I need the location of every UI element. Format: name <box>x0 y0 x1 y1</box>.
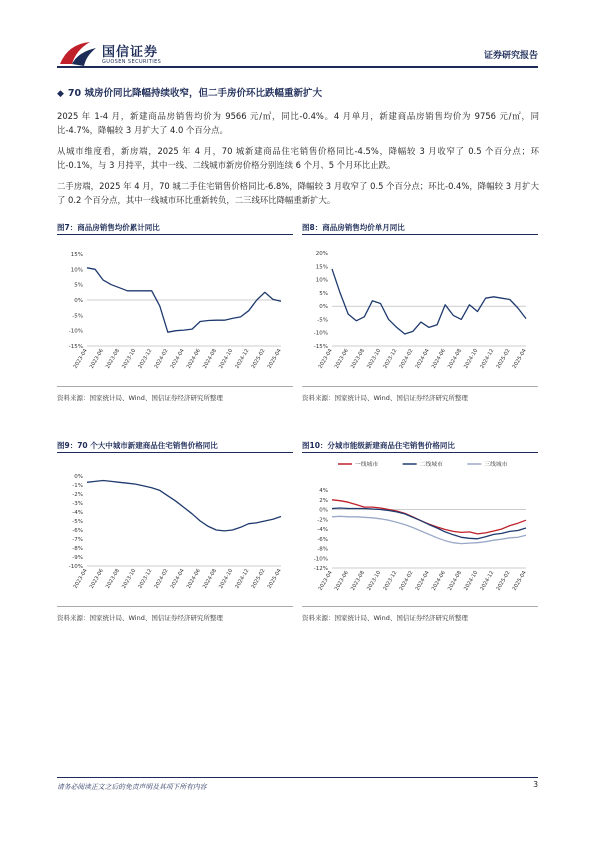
figure-9-bottom-rule <box>57 606 293 607</box>
paragraph-1: 2025 年 1-4 月，新建商品房销售均价为 9566 元/㎡，同比-0.4%。4 月单月，新建商品房销售均价为 9756 元/㎡，同比-4.7%，降幅较 3 月扩大了 4.0 个百分点。 <box>57 111 539 135</box>
y-tick-label: -5% <box>317 317 328 324</box>
x-tick-label: 2025-02 <box>250 348 267 370</box>
y-tick-label: -8% <box>72 546 83 552</box>
x-tick-label: 2023-06 <box>88 348 105 370</box>
x-tick-label: 2023-10 <box>121 348 138 370</box>
header-divider <box>57 66 538 68</box>
x-tick-label: 2024-12 <box>479 570 496 592</box>
x-tick-label: 2024-08 <box>202 568 219 590</box>
diamond-bullet-icon: ◆ <box>57 89 64 99</box>
x-tick-label: 2024-10 <box>463 348 480 370</box>
x-tick-label: 2023-04 <box>317 348 334 370</box>
figure-8-source: 资料来源：国家统计局、Wind、国信证券经济研究所整理 <box>302 394 468 402</box>
y-tick-label: -15% <box>68 344 83 350</box>
figure-7-chart <box>57 238 293 383</box>
legend-label: 二线城市 <box>419 462 443 468</box>
y-tick-label: -6% <box>72 528 83 534</box>
x-tick-label: 2023-06 <box>333 348 350 370</box>
x-tick-label: 2025-02 <box>250 568 267 590</box>
figure-7-rule <box>57 234 293 235</box>
footer-disclaimer: 请务必阅读正文之后的免责声明及其项下所有内容 <box>57 783 207 791</box>
y-tick-label: 20% <box>315 251 328 257</box>
y-tick-label: -12% <box>313 566 328 572</box>
y-tick-label: -1% <box>72 483 83 489</box>
x-tick-label: 2023-06 <box>333 570 350 592</box>
y-tick-label: -9% <box>72 555 83 561</box>
figure-10-source: 资料来源：国家统计局、Wind、国信证券经济研究所整理 <box>302 614 468 622</box>
guosen-logo-icon <box>58 40 98 68</box>
x-tick-label: 2023-12 <box>382 570 399 592</box>
footer-divider <box>57 777 538 778</box>
y-tick-label: 15% <box>315 264 328 271</box>
y-tick-label: 0% <box>74 474 83 480</box>
x-tick-label: 2023-12 <box>137 348 154 370</box>
x-tick-label: 2024-04 <box>169 348 186 370</box>
y-tick-label: -8% <box>317 546 328 553</box>
figure-9-title: 图9：70 个大中城市新建商品住宅销售价格同比 <box>57 441 218 450</box>
figure-7-source: 资料来源：国家统计局、Wind、国信证券经济研究所整理 <box>57 394 223 402</box>
x-tick-label: 2023-06 <box>88 568 105 590</box>
y-tick-label: -2% <box>317 517 328 524</box>
y-tick-label: -5% <box>72 313 83 320</box>
x-tick-label: 2024-06 <box>185 348 202 370</box>
report-type-label: 证券研究报告 <box>483 51 538 61</box>
x-tick-label: 2023-04 <box>317 570 334 592</box>
x-tick-label: 2023-10 <box>366 570 383 592</box>
x-tick-label: 2024-02 <box>153 348 170 370</box>
x-tick-label: 2023-08 <box>350 570 367 592</box>
x-tick-label: 2025-04 <box>266 568 283 590</box>
x-tick-label: 2024-02 <box>398 570 415 592</box>
paragraph-3: 二手房端，2025 年 4 月，70 城二手住宅销售价格同比-6.8%，降幅较 3 月收窄了 0.5 个百分点；环比-0.4%，降幅较 3 月扩大了 0.2 个百分点，其中一线城市环比重新转负，二三线环比降幅重新扩大。 <box>57 181 539 205</box>
y-tick-label: -3% <box>72 501 83 507</box>
y-tick-label: -15% <box>313 344 328 350</box>
paragraph-2: 从城市维度看，新房端，2025 年 4 月，70 城新建商品住宅销售价格同比-4.5%，降幅较 3 月收窄了 0.5 个百分点；环比-0.1%，与 3 月持平，其中一线、二线城市新房价格分别连续 6 个月、5 个月环比止跌。 <box>57 146 539 170</box>
figure-7-title: 图7：商品房销售均价累计同比 <box>57 223 160 232</box>
x-tick-label: 2024-08 <box>447 348 464 370</box>
y-tick-label: 0% <box>319 507 328 514</box>
y-tick-label: -7% <box>72 537 83 543</box>
section-heading <box>57 85 322 99</box>
y-tick-label: -5% <box>72 519 83 525</box>
x-tick-label: 2025-02 <box>495 348 512 370</box>
x-tick-label: 2023-04 <box>72 568 89 590</box>
y-tick-label: -10% <box>313 556 328 563</box>
x-tick-label: 2024-08 <box>447 570 464 592</box>
x-tick-label: 2024-10 <box>218 348 235 370</box>
legend-label: 三线城市 <box>484 462 508 468</box>
y-tick-label: 5% <box>74 282 83 289</box>
x-tick-label: 2023-08 <box>105 568 122 590</box>
x-tick-label: 2023-10 <box>366 348 383 370</box>
y-tick-label: 2% <box>319 497 328 504</box>
y-tick-label: -4% <box>72 510 83 516</box>
y-tick-label: -4% <box>317 527 328 533</box>
logo-english-name: GUOSEN SECURITIES <box>102 59 162 65</box>
x-tick-label: 2023-12 <box>137 568 154 590</box>
x-tick-label: 2023-08 <box>350 348 367 370</box>
series-line-1 <box>87 481 281 531</box>
x-tick-label: 2024-04 <box>414 348 431 370</box>
x-tick-label: 2024-10 <box>218 568 235 590</box>
y-tick-label: -10% <box>68 328 83 335</box>
figure-8-bottom-rule <box>302 386 538 387</box>
x-tick-label: 2023-12 <box>382 348 399 370</box>
figure-10-rule <box>302 452 538 453</box>
figure-8-chart <box>302 238 538 383</box>
y-tick-label: 5% <box>319 290 328 297</box>
page-number: 3 <box>533 780 538 789</box>
x-tick-label: 2025-04 <box>266 348 283 370</box>
x-tick-label: 2024-06 <box>430 348 447 370</box>
figure-10-chart <box>302 456 538 602</box>
section-title: 70 城房价同比降幅持续收窄，但二手房价环比跌幅重新扩大 <box>67 88 322 99</box>
y-tick-label: -6% <box>317 536 328 543</box>
y-tick-label: -10% <box>68 564 83 570</box>
x-tick-label: 2025-04 <box>511 570 528 592</box>
x-tick-label: 2024-08 <box>202 348 219 370</box>
x-tick-label: 2025-02 <box>495 570 512 592</box>
x-tick-label: 2024-10 <box>463 570 480 592</box>
series-line-1 <box>332 269 526 334</box>
logo-chinese-name: 国信证券 <box>102 45 159 60</box>
x-tick-label: 2024-02 <box>398 348 415 370</box>
y-tick-label: 10% <box>70 267 83 274</box>
x-tick-label: 2024-12 <box>234 568 251 590</box>
y-tick-label: 0% <box>74 298 83 304</box>
figure-9-source: 资料来源：国家统计局、Wind、国信证券经济研究所整理 <box>57 614 223 622</box>
y-tick-label: 15% <box>70 252 83 258</box>
x-tick-label: 2024-06 <box>430 570 447 592</box>
x-tick-label: 2024-04 <box>414 570 431 592</box>
figure-10-bottom-rule <box>302 606 538 607</box>
x-tick-label: 2023-08 <box>105 348 122 370</box>
figure-8-rule <box>302 234 538 235</box>
y-tick-label: 10% <box>315 277 328 284</box>
y-tick-label: -10% <box>313 330 328 337</box>
figure-7-bottom-rule <box>57 386 293 387</box>
figure-10-title: 图10：分城市能级新建商品住宅销售价格同比 <box>302 441 455 450</box>
figure-9-chart <box>57 456 293 602</box>
x-tick-label: 2024-06 <box>185 568 202 590</box>
x-tick-label: 2024-12 <box>479 348 496 370</box>
figure-8-title: 图8：商品房销售均价单月同比 <box>302 223 405 232</box>
x-tick-label: 2024-04 <box>169 568 186 590</box>
x-tick-label: 2024-02 <box>153 568 170 590</box>
y-tick-label: -2% <box>72 492 83 498</box>
x-tick-label: 2024-12 <box>234 348 251 370</box>
x-tick-label: 2023-04 <box>72 348 89 370</box>
figure-9-rule <box>57 452 293 453</box>
y-tick-label: 0% <box>319 304 328 311</box>
x-tick-label: 2025-04 <box>511 348 528 370</box>
x-tick-label: 2023-10 <box>121 568 138 590</box>
y-tick-label: 4% <box>319 488 328 494</box>
legend-label: 一线城市 <box>355 462 379 468</box>
